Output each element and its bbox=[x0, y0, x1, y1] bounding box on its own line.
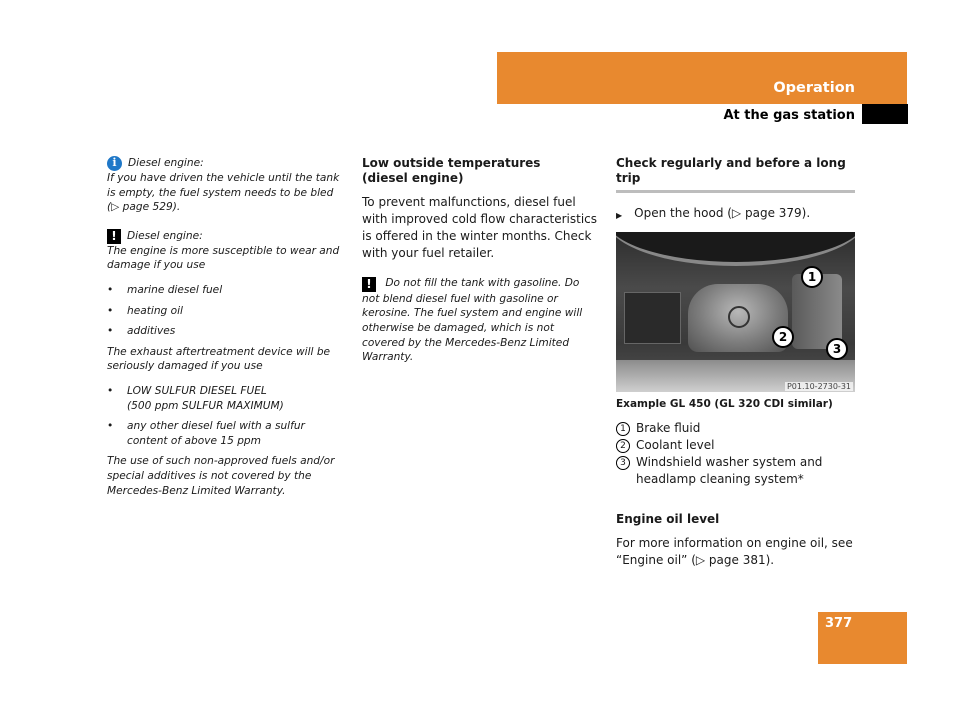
heading-line: Low outside temperatures bbox=[362, 156, 541, 170]
checks-column bbox=[616, 156, 856, 569]
section-tab-marker bbox=[862, 104, 908, 124]
step-text: Open the hood (▷ page 379). bbox=[634, 206, 811, 220]
info-icon: i bbox=[107, 156, 122, 171]
list-item-line: LOW SULFUR DIESEL FUEL bbox=[127, 384, 267, 397]
fuel-list-1 bbox=[107, 283, 347, 339]
list-item bbox=[107, 384, 347, 413]
low-temperature-column bbox=[362, 156, 598, 365]
legend-text: Windshield washer system and headlamp cleaning system* bbox=[636, 455, 823, 486]
gasoline-warning-text: Do not fill the tank with gasoline. Do not blend diesel fuel with gasoline or kerosine. The fuel system and engine will otherwise be damaged, which is not covered by the Mercedes-Benz Limited Warranty. bbox=[362, 277, 583, 364]
legend-item bbox=[616, 437, 856, 454]
legend-text: Coolant level bbox=[636, 438, 715, 452]
oil-heading: Engine oil level bbox=[616, 512, 720, 526]
info-note-heading-text: Diesel engine: bbox=[128, 157, 204, 170]
heading-rule bbox=[616, 190, 855, 193]
warning-icon: ! bbox=[362, 277, 376, 292]
warning-note-heading-text: Diesel engine: bbox=[127, 229, 203, 242]
photo-legend bbox=[616, 420, 856, 488]
list-item: • heating oil bbox=[107, 304, 347, 319]
heading-line: (diesel engine) bbox=[362, 171, 464, 185]
legend-number: 3 bbox=[616, 456, 630, 470]
legend-text: Brake fluid bbox=[636, 421, 701, 435]
list-item: • marine diesel fuel bbox=[107, 283, 347, 298]
list-item: • any other diesel fuel with a sulfur content of above 15 ppm bbox=[107, 419, 347, 448]
page-number: 377 bbox=[825, 616, 853, 631]
step-open-hood bbox=[616, 205, 856, 224]
list-item-line: (500 ppm SULFUR MAXIMUM) bbox=[127, 399, 284, 412]
legend-item bbox=[616, 420, 856, 437]
check-heading: Check regularly and before a long trip bbox=[616, 156, 846, 185]
warning-note-intro: The engine is more susceptible to wear and damage if you use bbox=[107, 244, 340, 272]
page-number-box bbox=[818, 612, 907, 664]
subsection-title: At the gas station bbox=[723, 108, 855, 123]
fuse-box bbox=[624, 292, 681, 344]
open-hood bbox=[616, 232, 855, 266]
photo-code: P01.10-2730-31 bbox=[786, 382, 851, 391]
photo-caption: Example GL 450 (GL 320 CDI similar) bbox=[616, 398, 833, 410]
info-note-text: If you have driven the vehicle until the tank is empty, the fuel system needs to be bled (▷ page 529). bbox=[107, 172, 340, 214]
legend-number: 1 bbox=[616, 422, 630, 436]
callout-1: 1 bbox=[801, 266, 823, 288]
legend-item bbox=[616, 454, 856, 488]
warning-note-mid-text: The exhaust aftertreatment device will be seriously damaged if you use bbox=[107, 345, 331, 373]
warning-note-closing: The use of such non-approved fuels and/or special additives is not covered by the Mercedes-Benz Limited Warranty. bbox=[107, 455, 335, 497]
section-title: Operation bbox=[773, 80, 855, 96]
legend-number: 2 bbox=[616, 439, 630, 453]
header-bar bbox=[497, 52, 907, 104]
oil-body: For more information on engine oil, see “Engine oil” (▷ page 381). bbox=[616, 536, 853, 567]
gasoline-warning bbox=[362, 276, 598, 365]
low-temp-heading bbox=[362, 156, 598, 186]
step-arrow-icon: ▶ bbox=[616, 211, 623, 220]
fuel-list-2 bbox=[107, 384, 347, 448]
info-note-heading bbox=[107, 156, 347, 171]
warning-icon: ! bbox=[107, 229, 121, 244]
list-item: • additives bbox=[107, 324, 347, 339]
callout-3: 3 bbox=[826, 338, 848, 360]
low-temp-body: To prevent malfunctions, diesel fuel with improved cold flow characteristics is offered in the winter months. Check with your fuel retailer. bbox=[362, 195, 598, 260]
callout-2: 2 bbox=[772, 326, 794, 348]
warning-note-heading bbox=[107, 229, 347, 244]
notes-column bbox=[107, 156, 347, 498]
engine-bay-photo bbox=[616, 232, 855, 392]
